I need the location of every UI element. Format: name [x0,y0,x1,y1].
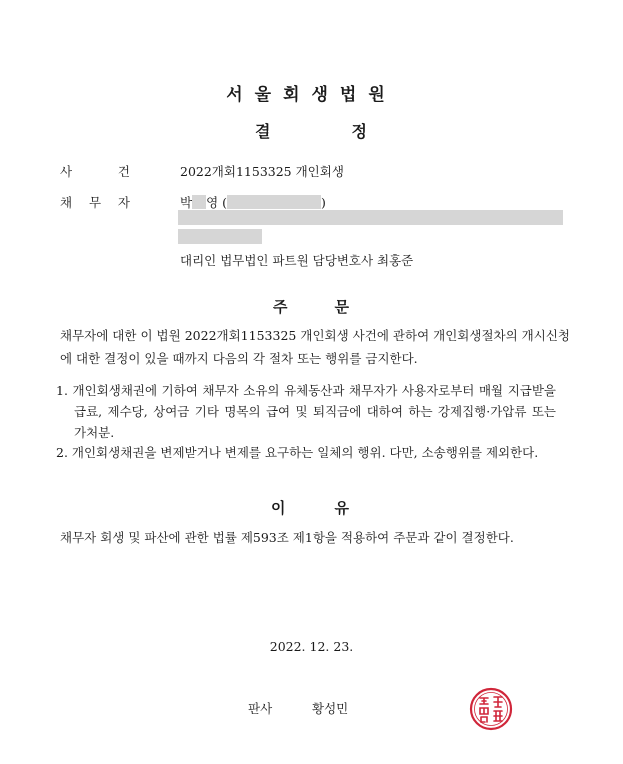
case-number: 2022개회1153325 개인회생 [180,164,344,179]
order-heading-char: 주 [273,298,288,316]
debtor-name-last: 영 [206,195,219,210]
redacted-address [178,210,563,225]
order-item: 1. 개인회생채권에 기하여 채무자 소유의 유체동산과 채무자가 사용자로부터 매월 지급받을 급료, 제수당, 상여금 기타 명목의 급여 및 퇴직금에 대하여 하는 강제집행·가압류 또는 가처분. [56,383,556,440]
debtor-name [180,193,326,211]
order-heading-char: 문 [334,298,349,316]
debtor-label-char: 무 [88,195,102,210]
judge-title: 판사 [248,701,273,716]
debtor-name-first: 박 [180,195,193,210]
judge-seal-icon [468,686,514,732]
judge-name: 황성민 [312,701,349,716]
paren-close: ) [321,195,326,210]
representative: 대리인 법무법인 파트원 담당변호사 최홍준 [180,253,414,268]
order-heading [273,296,349,317]
decision-date: 2022. 12. 23. [269,639,354,654]
reason-heading [271,497,349,518]
case-label [60,162,130,180]
debtor-label-char: 자 [117,195,130,210]
case-label-char: 사 [60,164,73,179]
court-name: 서울회생법원 [226,85,397,105]
case-label-char: 건 [117,164,130,179]
reason-heading-char: 이 [271,499,286,517]
debtor-label [60,193,130,211]
document-title [255,119,367,142]
debtor-label-char: 채 [60,195,73,210]
redacted-block [192,195,206,209]
redacted-block [227,195,321,209]
redacted-address [178,229,262,244]
reason-heading-char: 유 [334,499,349,517]
document-title-char: 정 [351,122,367,141]
paren-open: ( [222,195,228,210]
document-title-char: 결 [255,122,271,141]
reason-text: 채무자 회생 및 파산에 관한 법률 제593조 제1항을 적용하여 주문과 같이 결정한다. [60,530,514,545]
order-intro: 채무자에 대한 이 법원 2022개회1153325 개인회생 사건에 관하여 개인회생절차의 개시신청에 대한 결정이 있을 때까지 다음의 각 절차 또는 행위를 금지한다. [60,328,570,366]
order-item: 2. 개인회생채권을 변제받거나 변제를 요구하는 일체의 행위. 다만, 소송행위를 제외한다. [56,445,539,460]
